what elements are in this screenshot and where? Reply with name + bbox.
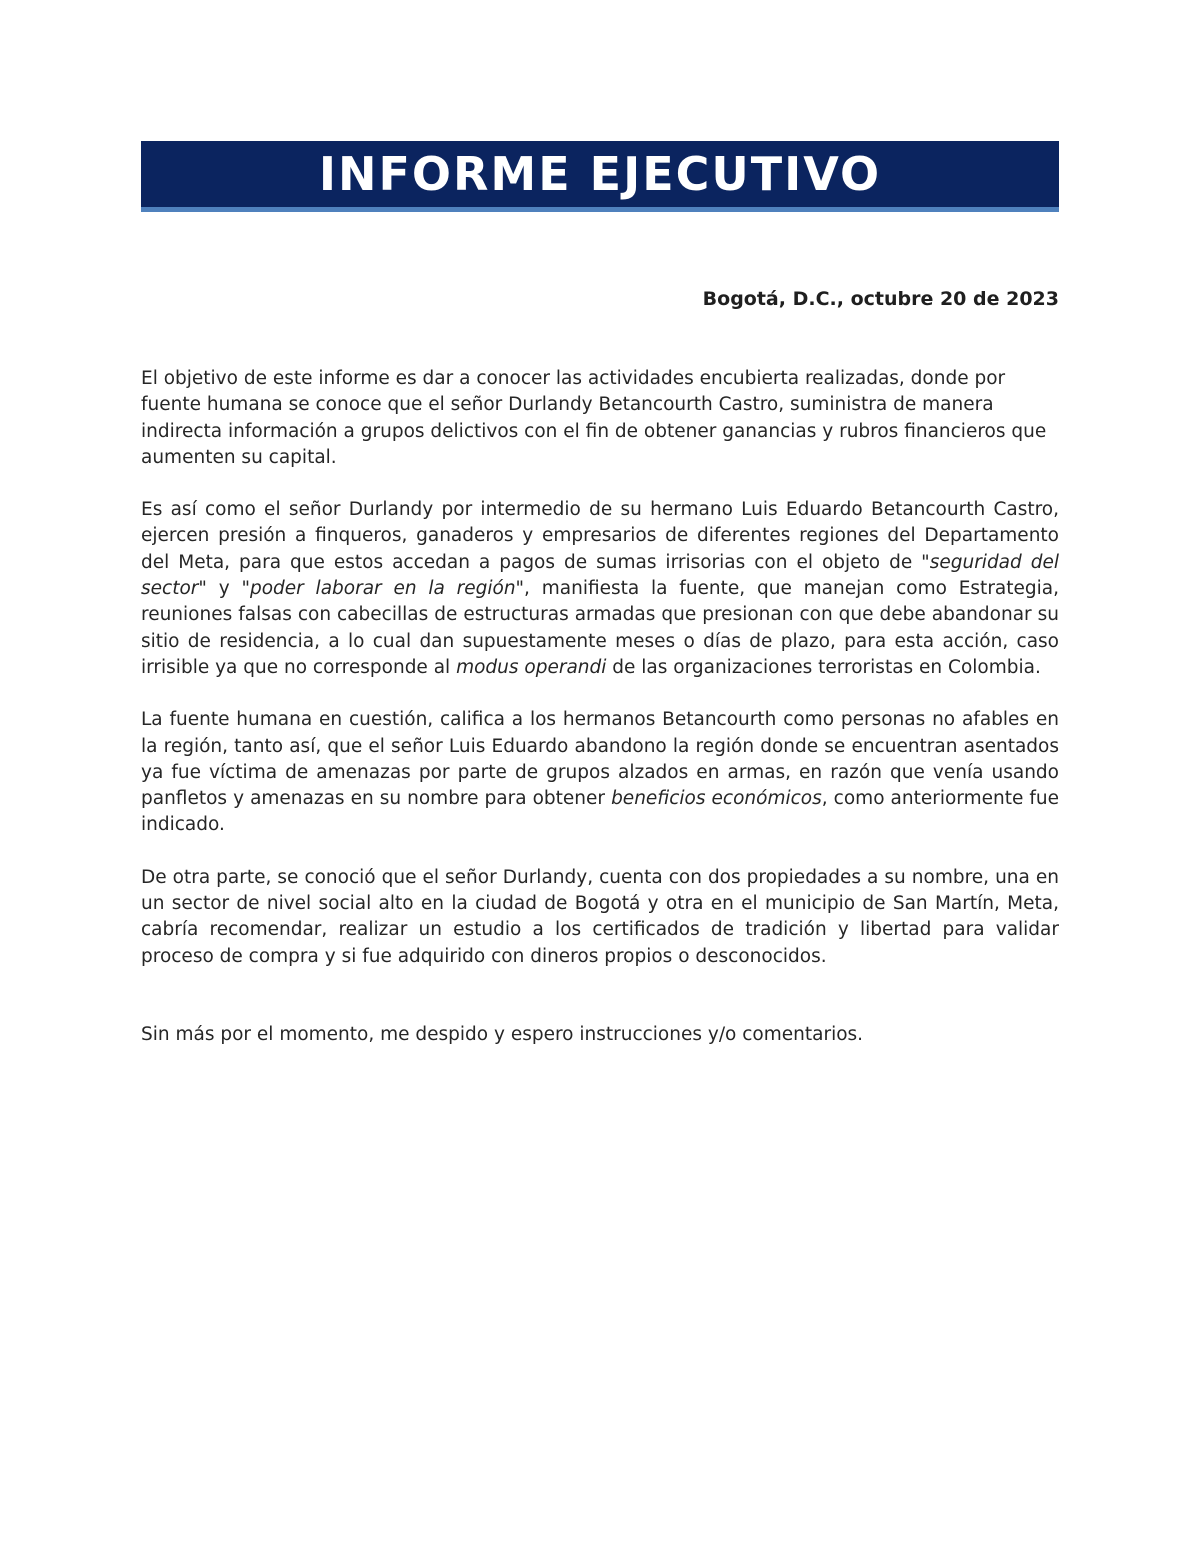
document-body [141,366,1059,1048]
paragraph-pressure-italic-1: seguridad del sector [141,551,1060,600]
paragraph-pressure-text-4: de las organizaciones terroristas en Colombia. [606,656,1041,678]
paragraph-pressure-text-2: " y " [198,578,250,600]
paragraph-source-italic-1: beneficios económicos [611,788,822,810]
title-banner [141,141,1059,212]
paragraph-source-text-2: , como anteriormente fue indicado. [141,788,1060,836]
paragraph-pressure-text-1: Es así como el señor Durlandy por intermedio de su hermano Luis Eduardo Betancourth Castro, ejercen presión a finqueros, ganaderos y empresarios de diferentes regiones del Departamento del Meta, para que estos accedan a pagos de sumas irrisorias con el objeto de " [141,499,1059,573]
paragraph-properties: De otra parte, se conoció que el señor Durlandy, cuenta con dos propiedades a su nombre, una en un sector de nivel social alto en la ciudad de Bogotá y otra en el municipio de San Martín, Meta, cabría recomendar, realizar un estudio a los certificados de tradición y libertad para validar proceso de compra y si fue adquirido con dineros propios o desconocidos. [141,866,1059,967]
paragraph-source [141,707,1059,838]
paragraph-objective: El objetivo de este informe es dar a conocer las actividades encubierta realizadas, donde por fuente humana se conoce que el señor Durlandy Betancourth Castro, suministra de manera indirecta información a grupos delictivos con el fin de obtener ganancias y rubros financieros que aumenten su capital. [141,368,1047,468]
paragraph-pressure-text-3: ", manifiesta la fuente, que manejan como Estrategia, reuniones falsas con cabecillas de estructuras armadas que presionan con que debe abandonar su sitio de residencia, a lo cual dan supuestamente meses o días de plazo, para esta acción, caso irrisible ya que no corresponde al [141,578,1059,678]
document-page [141,141,1059,1074]
document-title: INFORME EJECUTIVO [318,147,882,201]
paragraph-source-text-1: La fuente humana en cuestión, califica a los hermanos Betancourth como personas no afables en la región, tanto así, que el señor Luis Eduardo abandono la región donde se encuentran asentados ya fue víctima de amenazas por parte de grupos alzados en armas, en razón que venía usando panfletos y amenazas en su nombre para obtener [141,709,1059,810]
paragraph-pressure [141,497,1059,681]
paragraph-pressure-italic-2: poder laborar en la región [249,578,516,600]
paragraph-pressure-italic-3: modus operandi [456,656,607,678]
paragraph-closing: Sin más por el momento, me despido y espero instrucciones y/o comentarios. [141,1023,864,1045]
date-line: Bogotá, D.C., octubre 20 de 2023 [702,288,1059,310]
